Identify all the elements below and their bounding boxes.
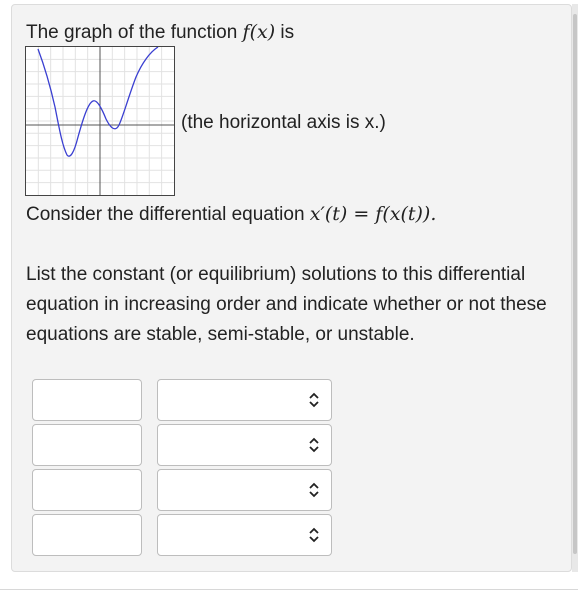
instructions-text: List the constant (or equilibrium) solutions to this differential equation in increasing order and indicate whether or not these equations are stable, semi-stable, or unstable.	[26, 264, 547, 345]
function-curve	[38, 47, 158, 156]
stability-select-3[interactable]	[157, 469, 332, 511]
equilibrium-value-input-1[interactable]	[32, 379, 142, 421]
chevron-up-down-icon	[307, 526, 321, 544]
chevron-up-down-icon	[307, 481, 321, 499]
scrollbar-thumb[interactable]	[573, 14, 577, 554]
consider-line	[26, 202, 436, 227]
differential-equation: x′(t) = f(x(t)).	[309, 203, 437, 225]
intro-suffix: is	[280, 22, 295, 43]
equilibrium-value-input-3[interactable]	[32, 469, 142, 511]
scrollbar[interactable]	[572, 4, 578, 572]
intro-text: The graph of the function	[26, 22, 238, 43]
stability-select-4[interactable]	[157, 514, 332, 556]
equilibrium-value-input-2[interactable]	[32, 424, 142, 466]
axis-note: (the horizontal axis is x.)	[181, 112, 386, 133]
function-graph	[25, 46, 175, 196]
divider	[0, 589, 578, 590]
chevron-up-down-icon	[307, 391, 321, 409]
consider-text: Consider the differential equation	[26, 204, 305, 225]
equilibrium-value-input-4[interactable]	[32, 514, 142, 556]
intro-line	[26, 20, 294, 45]
function-label: f(x)	[242, 21, 276, 43]
stability-select-1[interactable]	[157, 379, 332, 421]
chevron-up-down-icon	[307, 436, 321, 454]
graph-svg	[26, 47, 174, 195]
stability-select-2[interactable]	[157, 424, 332, 466]
